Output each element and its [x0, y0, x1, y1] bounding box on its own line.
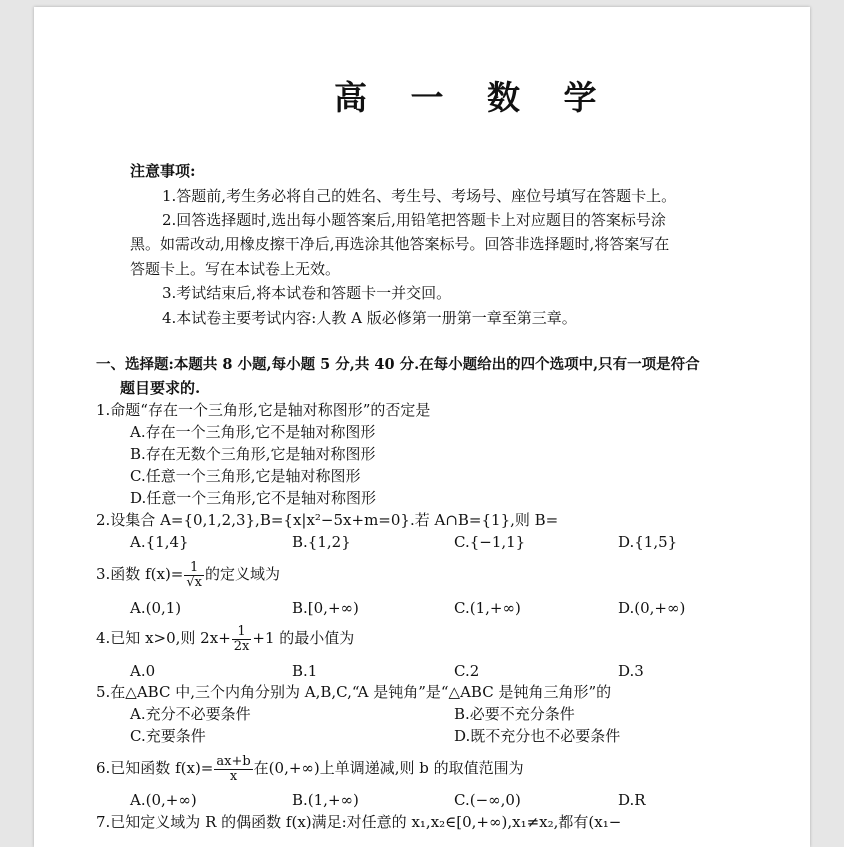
- q2-option-c: C.{−1,1}: [454, 533, 526, 551]
- notice-line-4: 答题卡上。写在本试卷上无效。: [130, 260, 341, 278]
- q4-option-a: A.0: [130, 662, 156, 680]
- q5-option-c: C.充要条件: [130, 727, 206, 745]
- q5-option-d: D.既不充分也不必要条件: [454, 727, 621, 745]
- q3-fraction: $\frac{1}{√x}$: [186, 559, 202, 590]
- q6-stem: 6.已知函数 f(x)= $\frac{ax+b}{x}$ 在(0,+∞)上单调递减,则 b 的取值范围为: [96, 753, 524, 784]
- q5-option-b: B.必要不充分条件: [454, 705, 575, 723]
- q6-fraction: $\frac{ax+b}{x}$: [216, 753, 251, 784]
- q4-stem: 4.已知 x>0,则 2x+ $\frac{1}{2x}$ +1 的最小值为: [96, 623, 355, 654]
- q3-option-b: B.[0,+∞): [292, 599, 359, 617]
- q3-option-c: C.(1,+∞): [454, 599, 521, 617]
- q4-fraction: $\frac{1}{2x}$: [233, 623, 250, 654]
- q4-option-c: C.2: [454, 662, 480, 680]
- q3-option-a: A.(0,1): [130, 599, 182, 617]
- q1-option-c: C.任意一个三角形,它是轴对称图形: [130, 467, 361, 485]
- notice-line-3: 黑。如需改动,用橡皮擦干净后,再选涂其他答案标号。回答非选择题时,将答案写在: [130, 235, 670, 253]
- q1-option-b: B.存在无数个三角形,它是轴对称图形: [130, 445, 376, 463]
- q6-option-a: A.(0,+∞): [130, 791, 197, 809]
- q2-option-b: B.{1,2}: [292, 533, 351, 551]
- notice-line-6: 4.本试卷主要考试内容:人教 A 版必修第一册第一章至第三章。: [162, 309, 577, 327]
- notice-line-2: 2.回答选择题时,选出每小题答案后,用铅笔把答题卡上对应题目的答案标号涂: [162, 211, 666, 229]
- notice-line-5: 3.考试结束后,将本试卷和答题卡一并交回。: [162, 284, 452, 302]
- notice-line-1: 1.答题前,考生务必将自己的姓名、考生号、考场号、座位号填写在答题卡上。: [162, 187, 677, 205]
- notice-heading: 注意事项:: [130, 162, 196, 180]
- section-heading-line-1: 一、选择题:本题共 8 小题,每小题 5 分,共 40 分.在每小题给出的四个选项中,只有一项是符合: [96, 356, 700, 373]
- q2-option-a: A.{1,4}: [130, 533, 189, 551]
- exam-page: [34, 7, 810, 847]
- q1-option-a: A.存在一个三角形,它不是轴对称图形: [130, 423, 376, 441]
- q3-stem: 3.函数 f(x)= $\frac{1}{√x}$ 的定义域为: [96, 559, 281, 590]
- q3-option-d: D.(0,+∞): [618, 599, 686, 617]
- q1-option-d: D.任意一个三角形,它不是轴对称图形: [130, 489, 377, 507]
- page-title: 高 一 数 学: [334, 78, 613, 117]
- q4-option-b: B.1: [292, 662, 318, 680]
- q6-option-c: C.(−∞,0): [454, 791, 521, 809]
- section-heading-line-2: 题目要求的.: [120, 379, 201, 397]
- q7-stem: 7.已知定义域为 R 的偶函数 f(x)满足:对任意的 x₁,x₂∈[0,+∞),x₁≠x₂,都有(x₁−: [96, 813, 622, 831]
- q2-stem: 2.设集合 A={0,1,2,3},B={x|x²−5x+m=0}.若 A∩B={1},则 B=: [96, 511, 559, 529]
- q2-option-d: D.{1,5}: [618, 533, 678, 551]
- q1-stem: 1.命题“存在一个三角形,它是轴对称图形”的否定是: [96, 401, 431, 419]
- q4-option-d: D.3: [618, 662, 644, 680]
- q6-option-d: D.R: [618, 791, 646, 809]
- q5-stem: 5.在△ABC 中,三个内角分别为 A,B,C,“A 是钝角”是“△ABC 是钝角三角形”的: [96, 683, 612, 701]
- q6-option-b: B.(1,+∞): [292, 791, 359, 809]
- q5-option-a: A.充分不必要条件: [130, 705, 251, 723]
